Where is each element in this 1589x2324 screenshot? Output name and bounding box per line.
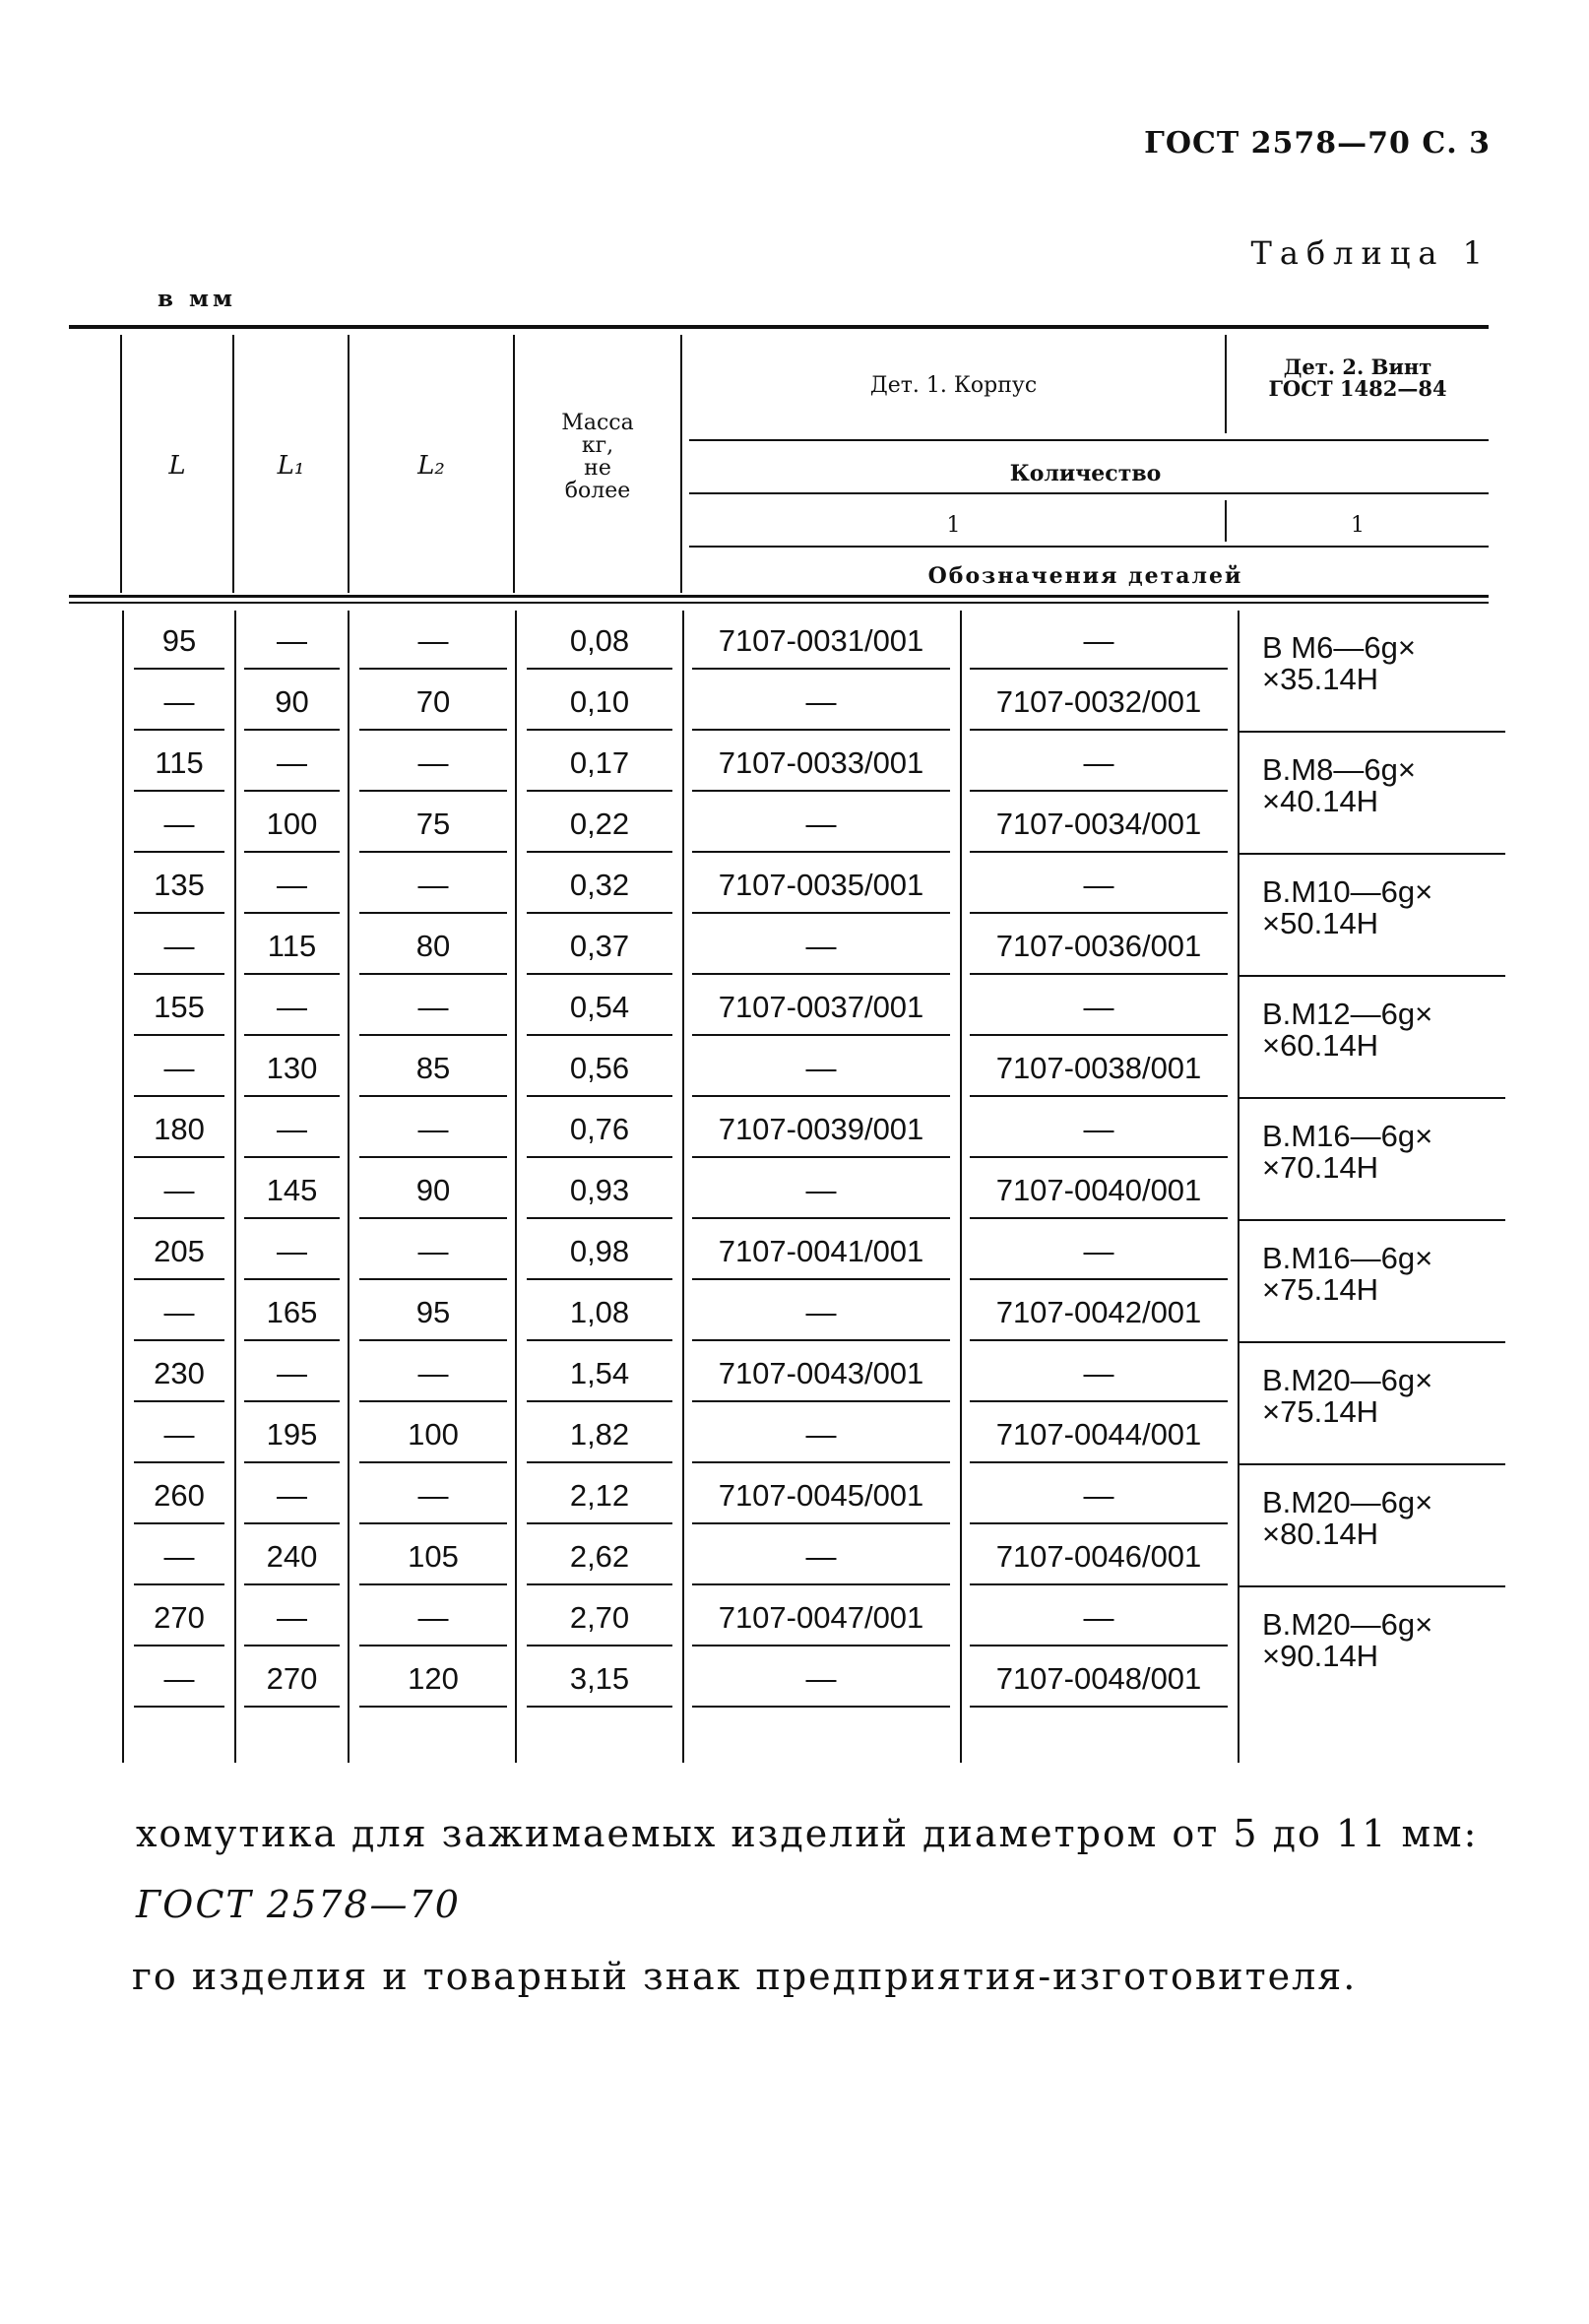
screw-line-1: В.М10—6g×	[1262, 874, 1433, 909]
header-rule-part	[689, 439, 1489, 441]
cell-l: —	[124, 916, 234, 977]
cell-d1a: 7107-0045/001	[682, 1465, 960, 1526]
cell-l1: —	[234, 1099, 350, 1160]
cell-d1a: —	[682, 1526, 960, 1587]
cell-l: 205	[124, 1221, 234, 1282]
screw-line-2: ×75.14Н	[1262, 1272, 1379, 1307]
cell-d1a: —	[682, 1648, 960, 1710]
cell-l2: —	[350, 1221, 517, 1282]
cell-d1a: —	[682, 1404, 960, 1465]
cell-l: —	[124, 1160, 234, 1221]
cell-l: —	[124, 1038, 234, 1099]
screw-line-2: ×35.14Н	[1262, 662, 1379, 696]
cell-l2: 105	[350, 1526, 517, 1587]
screw-line-2: ×60.14Н	[1262, 1028, 1379, 1063]
screw-line-1: В.М16—6g×	[1262, 1241, 1433, 1275]
cell-d1a: —	[682, 794, 960, 855]
screw-line-1: В.М12—6g×	[1262, 997, 1433, 1031]
cell-l: —	[124, 1404, 234, 1465]
cell-l2: 95	[350, 1282, 517, 1343]
cell-l2: —	[350, 1587, 517, 1648]
cell-d1b: —	[960, 733, 1238, 794]
header-mass	[515, 412, 680, 502]
cell-l1: 165	[234, 1282, 350, 1343]
cell-d1b: 7107-0044/001	[960, 1404, 1238, 1465]
cell-l2: 90	[350, 1160, 517, 1221]
header-part1: Дет. 1. Корпус	[869, 373, 1038, 398]
screw-line-1: В.М20—6g×	[1262, 1607, 1433, 1642]
cell-l1: 90	[234, 672, 350, 733]
cell-l: —	[124, 1526, 234, 1587]
cell-l1: —	[234, 855, 350, 916]
cell-l2: 100	[350, 1404, 517, 1465]
page-header: ГОСТ 2578—70 С. 3	[1144, 126, 1491, 161]
cell-l1: —	[234, 1221, 350, 1282]
screw-line-1: В.М20—6g×	[1262, 1485, 1433, 1519]
cell-d1b: 7107-0046/001	[960, 1526, 1238, 1587]
cell-d1a: 7107-0047/001	[682, 1587, 960, 1648]
header-part2-2: ГОСТ 1482—84	[1268, 376, 1447, 402]
screw-line-1: В М6—6g×	[1262, 630, 1416, 665]
screw-line-1: В.М16—6g×	[1262, 1119, 1433, 1153]
cell-d1b: —	[960, 1343, 1238, 1404]
units-label: в мм	[158, 286, 236, 312]
cell-mass: 0,22	[517, 794, 682, 855]
cell-l1: 195	[234, 1404, 350, 1465]
cell-l: 95	[124, 611, 234, 672]
cell-d1a: —	[682, 1282, 960, 1343]
cell-d1b: 7107-0038/001	[960, 1038, 1238, 1099]
cell-l1: 270	[234, 1648, 350, 1710]
cell-l: 155	[124, 977, 234, 1038]
cell-l1: —	[234, 977, 350, 1038]
header-L1: L₁	[277, 451, 305, 481]
cell-d1b: —	[960, 977, 1238, 1038]
cell-mass: 0,76	[517, 1099, 682, 1160]
screw-line-1: В.М8—6g×	[1262, 752, 1416, 787]
cell-l2: —	[350, 611, 517, 672]
cell-l1: 240	[234, 1526, 350, 1587]
cell-l: 270	[124, 1587, 234, 1648]
header-bottom-rule-2	[69, 602, 1489, 604]
cell-d1a: 7107-0043/001	[682, 1343, 960, 1404]
cell-l2: 120	[350, 1648, 517, 1710]
cell-d1a: 7107-0033/001	[682, 733, 960, 794]
screw-line-2: ×90.14Н	[1262, 1639, 1379, 1673]
cell-l1: 115	[234, 916, 350, 977]
cell-d1b: 7107-0042/001	[960, 1282, 1238, 1343]
cell-l2: 85	[350, 1038, 517, 1099]
cell-d1b: —	[960, 1099, 1238, 1160]
footer-line-1: хомутика для зажимаемых изделий диаметром от 5 до 11 мм:	[136, 1812, 1479, 1855]
screw-line-2: ×40.14Н	[1262, 784, 1379, 818]
cell-l2: —	[350, 1099, 517, 1160]
cell-l: 230	[124, 1343, 234, 1404]
cell-d1b: —	[960, 1221, 1238, 1282]
header-quantity: Количество	[1009, 461, 1162, 486]
header-L2: L₂	[417, 451, 445, 481]
cell-l1: —	[234, 733, 350, 794]
cell-mass: 2,70	[517, 1587, 682, 1648]
header-part2-1: Дет. 2. Винт	[1283, 355, 1432, 379]
cell-d1a: 7107-0039/001	[682, 1099, 960, 1160]
cell-l1: 145	[234, 1160, 350, 1221]
cell-d1b: 7107-0032/001	[960, 672, 1238, 733]
cell-l2: —	[350, 1343, 517, 1404]
cell-l: 260	[124, 1465, 234, 1526]
cell-mass: 0,32	[517, 855, 682, 916]
cell-d1a: —	[682, 1038, 960, 1099]
cell-l2: —	[350, 855, 517, 916]
header-rule-qtyvals	[689, 546, 1489, 548]
cell-mass: 1,08	[517, 1282, 682, 1343]
cell-l: 115	[124, 733, 234, 794]
cell-l: 180	[124, 1099, 234, 1160]
cell-d1a: 7107-0041/001	[682, 1221, 960, 1282]
screw-line-2: ×75.14Н	[1262, 1394, 1379, 1429]
cell-mass: 1,54	[517, 1343, 682, 1404]
header-L: L	[168, 451, 186, 481]
header-part2	[1227, 356, 1489, 400]
cell-d1b: —	[960, 611, 1238, 672]
cell-l: 135	[124, 855, 234, 916]
cell-l1: 130	[234, 1038, 350, 1099]
cell-mass: 2,12	[517, 1465, 682, 1526]
cell-mass: 1,82	[517, 1404, 682, 1465]
cell-d1b: 7107-0040/001	[960, 1160, 1238, 1221]
cell-d1b: 7107-0034/001	[960, 794, 1238, 855]
cell-d1a: —	[682, 672, 960, 733]
cell-l1: —	[234, 1343, 350, 1404]
cell-l1: —	[234, 1587, 350, 1648]
header-rule-qty	[689, 492, 1489, 494]
header-mass-4: более	[564, 479, 631, 504]
cell-mass: 0,56	[517, 1038, 682, 1099]
cell-d1b: —	[960, 1587, 1238, 1648]
cell-mass: 2,62	[517, 1526, 682, 1587]
cell-l: —	[124, 672, 234, 733]
cell-l2: 75	[350, 794, 517, 855]
cell-l: —	[124, 794, 234, 855]
screw-line-2: ×50.14Н	[1262, 906, 1379, 940]
header-qty2: 1	[1351, 513, 1365, 538]
cell-d1a: 7107-0037/001	[682, 977, 960, 1038]
cell-l: —	[124, 1648, 234, 1710]
cell-l2: 80	[350, 916, 517, 977]
cell-l1: —	[234, 611, 350, 672]
cell-d1b: 7107-0048/001	[960, 1648, 1238, 1710]
cell-d1b: 7107-0036/001	[960, 916, 1238, 977]
cell-d1a: 7107-0031/001	[682, 611, 960, 672]
header-designations: Обозначения деталей	[927, 563, 1243, 589]
footer-line-3: го изделия и товарный знак предприятия-изготовителя.	[132, 1955, 1358, 1998]
screw-line-2: ×80.14Н	[1262, 1517, 1379, 1551]
screw-designation	[1262, 1587, 1498, 1731]
cell-mass: 0,98	[517, 1221, 682, 1282]
cell-l2: —	[350, 733, 517, 794]
cell-d1a: 7107-0035/001	[682, 855, 960, 916]
cell-mass: 0,37	[517, 916, 682, 977]
cell-mass: 3,15	[517, 1648, 682, 1710]
header-mass-2: кг,	[581, 433, 614, 459]
cell-l1: 100	[234, 794, 350, 855]
cell-l: —	[124, 1282, 234, 1343]
header-qty1: 1	[946, 513, 961, 538]
table-label: Таблица 1	[1250, 234, 1491, 272]
cell-d1b: —	[960, 855, 1238, 916]
cell-l2: —	[350, 977, 517, 1038]
cell-d1b: —	[960, 1465, 1238, 1526]
screw-line-1: В.М20—6g×	[1262, 1363, 1433, 1397]
cell-d1a: —	[682, 1160, 960, 1221]
header-mass-1: Масса	[561, 411, 634, 435]
cell-mass: 0,08	[517, 611, 682, 672]
header-mass-3: не	[584, 456, 611, 482]
cell-l2: —	[350, 1465, 517, 1526]
cell-mass: 0,17	[517, 733, 682, 794]
cell-d1a: —	[682, 916, 960, 977]
table-top-rule	[69, 325, 1489, 329]
cell-l1: —	[234, 1465, 350, 1526]
cell-mass: 0,54	[517, 977, 682, 1038]
cell-mass: 0,93	[517, 1160, 682, 1221]
cell-mass: 0,10	[517, 672, 682, 733]
footer-line-2: ГОСТ 2578—70	[136, 1883, 461, 1926]
cell-l2: 70	[350, 672, 517, 733]
screw-line-2: ×70.14Н	[1262, 1150, 1379, 1185]
header-bottom-rule	[69, 595, 1489, 598]
